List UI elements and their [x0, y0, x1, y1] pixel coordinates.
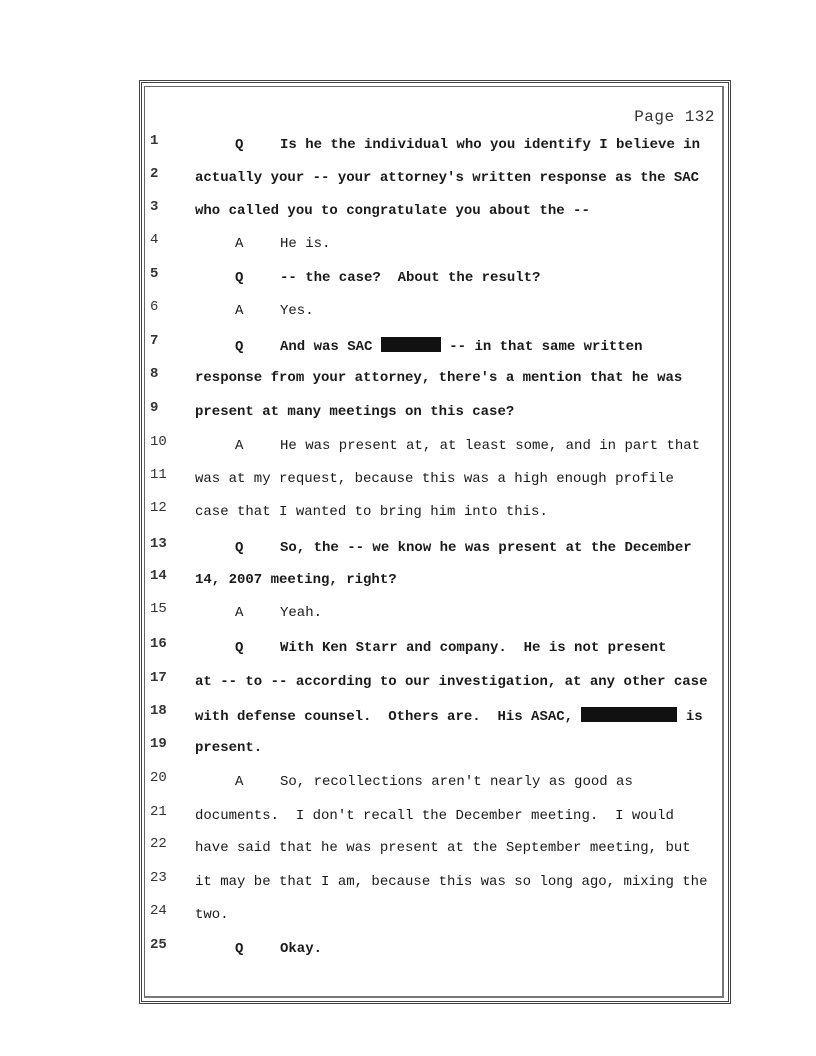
speaker-label: A: [235, 774, 244, 790]
line-number: 25: [150, 937, 167, 953]
transcript-line: [0, 636, 816, 658]
speaker-label: A: [235, 438, 244, 454]
line-content: Yeah.: [280, 605, 323, 621]
line-content: present.: [195, 740, 263, 756]
transcript-line: [0, 536, 816, 558]
speaker-label: Q: [235, 339, 244, 355]
page-number: Page 132: [634, 108, 715, 126]
line-text: [235, 540, 692, 556]
line-content: case that I wanted to bring him into this.: [195, 504, 548, 520]
transcript-line: [0, 133, 816, 155]
transcript-line: [0, 400, 816, 422]
line-content: at -- to -- according to our investigation, at any other case: [195, 674, 708, 690]
line-number: 24: [150, 903, 167, 919]
line-number: 13: [150, 536, 167, 552]
redaction-block: [381, 337, 441, 352]
transcript-line: [0, 870, 816, 892]
speaker-label: Q: [235, 137, 244, 153]
line-content: is: [685, 709, 703, 725]
line-number: 20: [150, 770, 167, 786]
line-text: [235, 605, 322, 621]
line-content: two.: [195, 907, 229, 923]
line-content: have said that he was present at the September meeting, but: [195, 840, 691, 856]
line-content: documents. I don't recall the December meeting. I would: [195, 808, 674, 824]
line-content: He is.: [280, 236, 331, 252]
line-number: 7: [150, 333, 159, 349]
transcript-line: [0, 770, 816, 792]
line-number: 17: [150, 670, 167, 686]
line-text: [195, 707, 703, 725]
line-number: 1: [150, 133, 159, 149]
line-text: [235, 236, 330, 252]
line-text: [235, 337, 642, 355]
line-text: [235, 640, 666, 656]
transcript-line: [0, 568, 816, 590]
line-number: 6: [150, 299, 159, 315]
line-content: Yes.: [280, 303, 314, 319]
line-number: 12: [150, 500, 167, 516]
line-number: 14: [150, 568, 167, 584]
transcript-line: [0, 937, 816, 959]
line-content: it may be that I am, because this was so long ago, mixing the: [195, 874, 708, 890]
speaker-label: Q: [235, 941, 244, 957]
line-number: 21: [150, 804, 167, 820]
line-text: [235, 303, 314, 319]
line-text: [235, 941, 322, 957]
line-content: He was present at, at least some, and in part that: [280, 438, 701, 454]
speaker-label: Q: [235, 270, 244, 286]
speaker-label: A: [235, 236, 244, 252]
transcript-line: [0, 434, 816, 456]
line-number: 11: [150, 467, 167, 483]
line-content: who called you to congratulate you about the --: [195, 203, 590, 219]
redaction-block: [581, 707, 677, 722]
transcript-line: [0, 500, 816, 522]
transcript-line: [0, 199, 816, 221]
line-text: [235, 438, 700, 454]
transcript-line: [0, 166, 816, 188]
line-number: 2: [150, 166, 159, 182]
speaker-label: Q: [235, 540, 244, 556]
transcript-line: [0, 804, 816, 826]
line-number: 4: [150, 232, 159, 248]
line-text: [235, 270, 540, 286]
line-number: 22: [150, 836, 167, 852]
transcript-line: [0, 266, 816, 288]
transcript-line: [0, 670, 816, 692]
line-number: 23: [150, 870, 167, 886]
transcript-line: [0, 333, 816, 355]
transcript-line: [0, 232, 816, 254]
line-content: Okay.: [280, 941, 323, 957]
line-content: with defense counsel. Others are. His ASAC,: [195, 709, 574, 725]
line-content: was at my request, because this was a high enough profile: [195, 471, 674, 487]
line-number: 9: [150, 400, 159, 416]
speaker-label: A: [235, 605, 244, 621]
line-content: So, recollections aren't nearly as good as: [280, 774, 633, 790]
transcript-line: [0, 703, 816, 725]
line-text: [235, 137, 700, 153]
line-content: actually your -- your attorney's written response as the SAC: [195, 170, 700, 186]
line-content: present at many meetings on this case?: [195, 404, 515, 420]
transcript-line: [0, 467, 816, 489]
line-content: 14, 2007 meeting, right?: [195, 572, 397, 588]
line-content: -- the case? About the result?: [280, 270, 541, 286]
transcript-line: [0, 366, 816, 388]
line-number: 15: [150, 601, 167, 617]
line-number: 19: [150, 736, 167, 752]
line-number: 5: [150, 266, 159, 282]
line-number: 16: [150, 636, 167, 652]
line-content: And was SAC: [280, 339, 373, 355]
transcript-line: [0, 299, 816, 321]
transcript-line: [0, 601, 816, 623]
speaker-label: Q: [235, 640, 244, 656]
line-number: 10: [150, 434, 167, 450]
transcript-line: [0, 903, 816, 925]
line-number: 18: [150, 703, 167, 719]
transcript-line: [0, 736, 816, 758]
line-content: -- in that same written: [449, 339, 643, 355]
line-content: response from your attorney, there's a mention that he was: [195, 370, 683, 386]
line-text: [235, 774, 633, 790]
speaker-label: A: [235, 303, 244, 319]
line-content: Is he the individual who you identify I believe in: [280, 137, 701, 153]
line-number: 3: [150, 199, 159, 215]
line-number: 8: [150, 366, 159, 382]
transcript-line: [0, 836, 816, 858]
line-content: With Ken Starr and company. He is not present: [280, 640, 667, 656]
line-content: So, the -- we know he was present at the December: [280, 540, 692, 556]
